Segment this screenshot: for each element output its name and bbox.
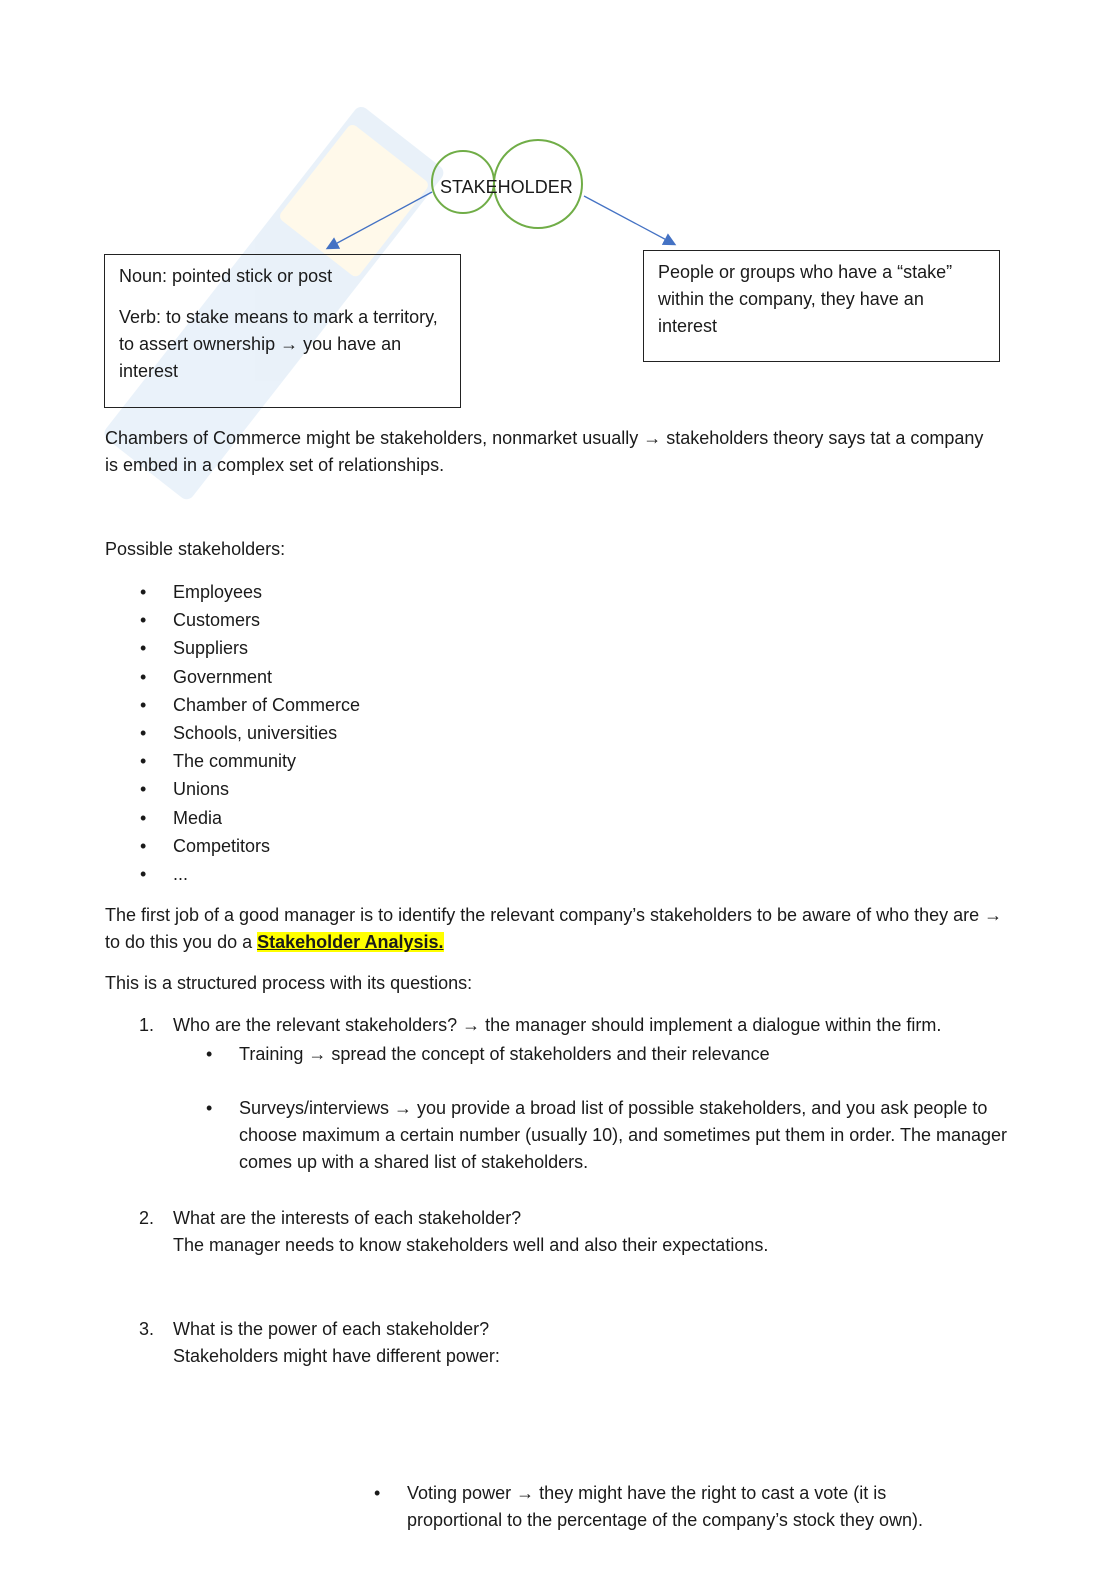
bullet-text: Voting power → they might have the right to cast a vote (it is proportional to the percentage of the company’s stock they own). bbox=[407, 1483, 923, 1530]
list-item: • Employees bbox=[173, 579, 360, 607]
list-item: • Chamber of Commerce bbox=[173, 692, 360, 720]
step-title: Who are the relevant stakeholders? → the manager should implement a dialogue within the firm. bbox=[173, 1015, 942, 1035]
bullet-text: Surveys/interviews → you provide a broad list of possible stakeholders, and you ask people to choose maximum a certain number (usually 10), and sometimes put them in order. The manager comes up with a shared list of stakeholders. bbox=[239, 1098, 1008, 1172]
stakeholder-list bbox=[173, 579, 360, 889]
list-item: • The community bbox=[173, 748, 360, 776]
step-number: 1. bbox=[139, 1015, 155, 1035]
list-item: • ... bbox=[173, 861, 360, 889]
process-intro: This is a structured process with its questions: bbox=[105, 973, 473, 993]
intro-text: Chambers of Commerce might be stakeholders, nonmarket usually → stakeholders theory says tat a company is embed in a complex set of relationships. bbox=[105, 428, 984, 475]
stakeholder-diagram bbox=[0, 0, 1116, 270]
step-number: 2. bbox=[139, 1208, 155, 1228]
list-item: • Customers bbox=[173, 607, 360, 635]
arrow-left bbox=[328, 192, 432, 248]
noun-definition: Noun: pointed stick or post bbox=[119, 266, 333, 286]
step-2 bbox=[139, 1205, 1013, 1259]
list-item: • Media bbox=[173, 805, 360, 833]
step-1-bullet-1: • Training → spread the concept of stakeholders and their relevance bbox=[239, 1041, 1009, 1068]
bullet-text: Training → spread the concept of stakeholders and their relevance bbox=[239, 1044, 770, 1064]
stakeholder-analysis-highlight: Stakeholder Analysis. bbox=[257, 932, 444, 952]
arrow-right bbox=[584, 196, 674, 244]
step-detail: Stakeholders might have different power: bbox=[173, 1346, 500, 1366]
verb-definition: Verb: to stake means to mark a territory, to assert ownership → you have an interest bbox=[119, 307, 438, 381]
step-number: 3. bbox=[139, 1319, 155, 1339]
step-title: What are the interests of each stakeholder? bbox=[173, 1208, 522, 1228]
meaning-text: People or groups who have a “stake” within the company, they have an interest bbox=[658, 262, 953, 336]
step-title: What is the power of each stakeholder? bbox=[173, 1319, 490, 1339]
list-item: • Government bbox=[173, 664, 360, 692]
first-job-paragraph bbox=[105, 902, 1005, 956]
step-3 bbox=[139, 1316, 1013, 1370]
diagram-center-label: STAKEHOLDER bbox=[440, 177, 573, 197]
list-item: • Competitors bbox=[173, 833, 360, 861]
meaning-box bbox=[643, 250, 1000, 362]
definition-box bbox=[104, 254, 461, 408]
list-item: • Suppliers bbox=[173, 635, 360, 663]
step-detail: The manager needs to know stakeholders well and also their expectations. bbox=[173, 1235, 769, 1255]
list-item: • Unions bbox=[173, 776, 360, 804]
step-1 bbox=[139, 1012, 1013, 1039]
intro-paragraph bbox=[105, 425, 985, 479]
step-1-bullet-2: • Surveys/interviews → you provide a broad list of possible stakeholders, and you ask people to choose maximum a certain number (usually 10), and sometimes put them in order. The manager comes up with a shared list of stakeholders. bbox=[239, 1095, 1011, 1176]
step-3-bullet-1: • Voting power → they might have the right to cast a vote (it is proportional to the percentage of the company’s stock they own). bbox=[407, 1480, 977, 1534]
list-item: • Schools, universities bbox=[173, 720, 360, 748]
possible-heading: Possible stakeholders: bbox=[105, 539, 286, 559]
first-job-text: The first job of a good manager is to identify the relevant company’s stakeholders to be aware of who they are → to do this you do a bbox=[105, 905, 1003, 952]
